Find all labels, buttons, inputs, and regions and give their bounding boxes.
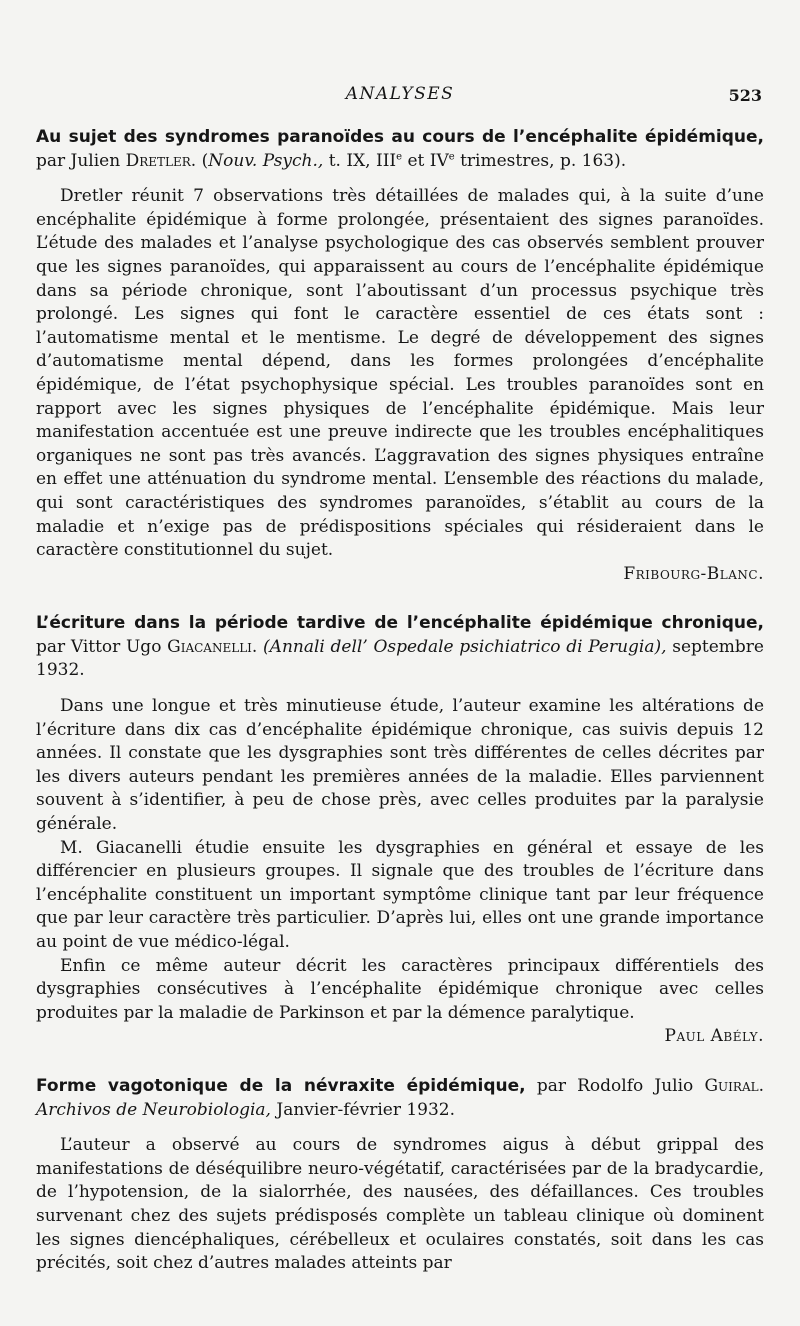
- review-entry-1: [36, 126, 764, 586]
- entry-1-tail: trimestres, p. 163).: [454, 150, 627, 171]
- entry-3-author: Guiral.: [704, 1075, 764, 1096]
- entry-1-signature: Fribourg-Blanc.: [623, 563, 764, 584]
- entry-2-tail: septembre 1932.: [36, 636, 764, 681]
- entry-2-heading: [36, 612, 764, 683]
- entry-2-paragraph-3: Enfin ce même auteur décrit les caractères principaux différentiels des dysgraphies consécutives à l’encéphalite épidémique chronique avec celles produites par la maladie de Parkinson et par la démence paralytique.: [36, 955, 764, 1023]
- entry-1-by: par Julien: [36, 150, 121, 171]
- page-number: 523: [728, 86, 762, 105]
- review-entry-2: [36, 612, 764, 1049]
- entry-1-paragraph: Dretler réunit 7 observations très détaillées de malades qui, à la suite d’une encéphalite épidémique à forme prolongée, présentaient des signes paranoïdes. L’étude des malades et l’analyse psychologique des cas observés semblent prouver que les signes paranoïdes, qui apparaissent au cours de l’encéphalite épidémique dans sa période chronique, sont l’aboutissant d’un processus psychique très prolongé. Les signes qui font le caractère essentiel de ces états sont : l’automatisme mental et le mentisme. Le degré de développement des signes d’automatisme mental dépend, dans les formes prolongées d’encéphalite épidémique, de l’état psychophysique spécial. Les troubles paranoïdes sont en rapport avec les signes physiques de l’encéphalite épidémique. Mais leur manifestation accentuée est une preuve indirecte que les troubles encéphalitiques organiques ne sont pas très avancés. L’aggravation des signes physiques entraîne en effet une atténuation du syndrome mental. L’ensemble des réactions du malade, qui sont caractéristiques des syndromes paranoïdes, s’établit au cours de la maladie et n’exige pas de prédispositions spéciales qui résideraient dans le caractère constitutionnel du sujet.: [36, 186, 764, 561]
- entry-2-title: L’écriture dans la période tardive de l’encéphalite épidémique chronique,: [36, 613, 764, 634]
- entry-3-tail: Janvier-février 1932.: [270, 1099, 456, 1120]
- entry-3-paragraph: L’auteur a observé au cours de syndromes aigus à début grippal des manifestations de déséquilibre neuro-végétatif, caractérisées par de la bradycardie, de l’hypotension, de la sialorrhée, des nausées, des défaillances. Ces troubles survenant chez des sujets prédisposés complète un tableau clinique où dominent les signes diencéphaliques, cérébelleux et oculaires constatés, soit dans les cas précités, soit chez d’autres malades atteints par: [36, 1135, 764, 1274]
- entry-2-paragraph-1: Dans une longue et très minutieuse étude, l’auteur examine les altérations de l’écriture dans dix cas d’encéphalite épidémique chronique, cas suivis depuis 12 années. Il constate que les dysgraphies sont très différentes de celles décrites par les divers auteurs pendant les premières années de la maladie. Elles parviennent souvent à s’identifier, à peu de chose près, avec celles produites par la paralysie générale.: [36, 696, 764, 835]
- entry-3-by: par Rodolfo Julio: [536, 1075, 694, 1096]
- entry-1-author: Dretler.: [125, 150, 197, 171]
- entry-2-by: par Vittor Ugo: [36, 636, 162, 657]
- page-content: [36, 126, 764, 1276]
- entry-2-journal: (Annali dell’ Ospedale psichiatrico di Perugia),: [263, 636, 667, 657]
- entry-2-paragraph-2: M. Giacanelli étudie ensuite les dysgraphies en général et essaye de les différencier en plusieurs groupes. Il signale que des troubles de l’écriture dans l’encéphalite constituent un important symptôme clinique tant par leur fréquence que par leur caractère très particulier. D’après lui, elles ont une grande importance au point de vue médico-légal.: [36, 837, 764, 952]
- entry-3-journal: Archivos de Neurobiologia,: [36, 1099, 271, 1120]
- entry-1-title: Au sujet des syndromes paranoïdes au cours de l’encéphalite épidémique,: [36, 127, 764, 147]
- review-entry-3: [36, 1075, 764, 1276]
- entry-3-heading: [36, 1075, 764, 1122]
- entry-1-journal: Nouv. Psych.,: [208, 150, 324, 171]
- entry-2-signature: Paul Abély.: [664, 1026, 764, 1047]
- entry-2-author: Giacanelli.: [167, 636, 258, 657]
- entry-1-heading: Au sujet des syndromes paranoïdes au cours de l’encéphalite épidémique, par Julien Dretler. (Nouv. Psych., t. IX, IIIe et IVe trimestres, p. 163).: [36, 127, 764, 171]
- entry-3-title: Forme vagotonique de la névraxite épidémique,: [36, 1075, 526, 1096]
- entry-1-volume: t. IX, III: [328, 150, 397, 171]
- running-head: ANALYSES: [345, 84, 455, 104]
